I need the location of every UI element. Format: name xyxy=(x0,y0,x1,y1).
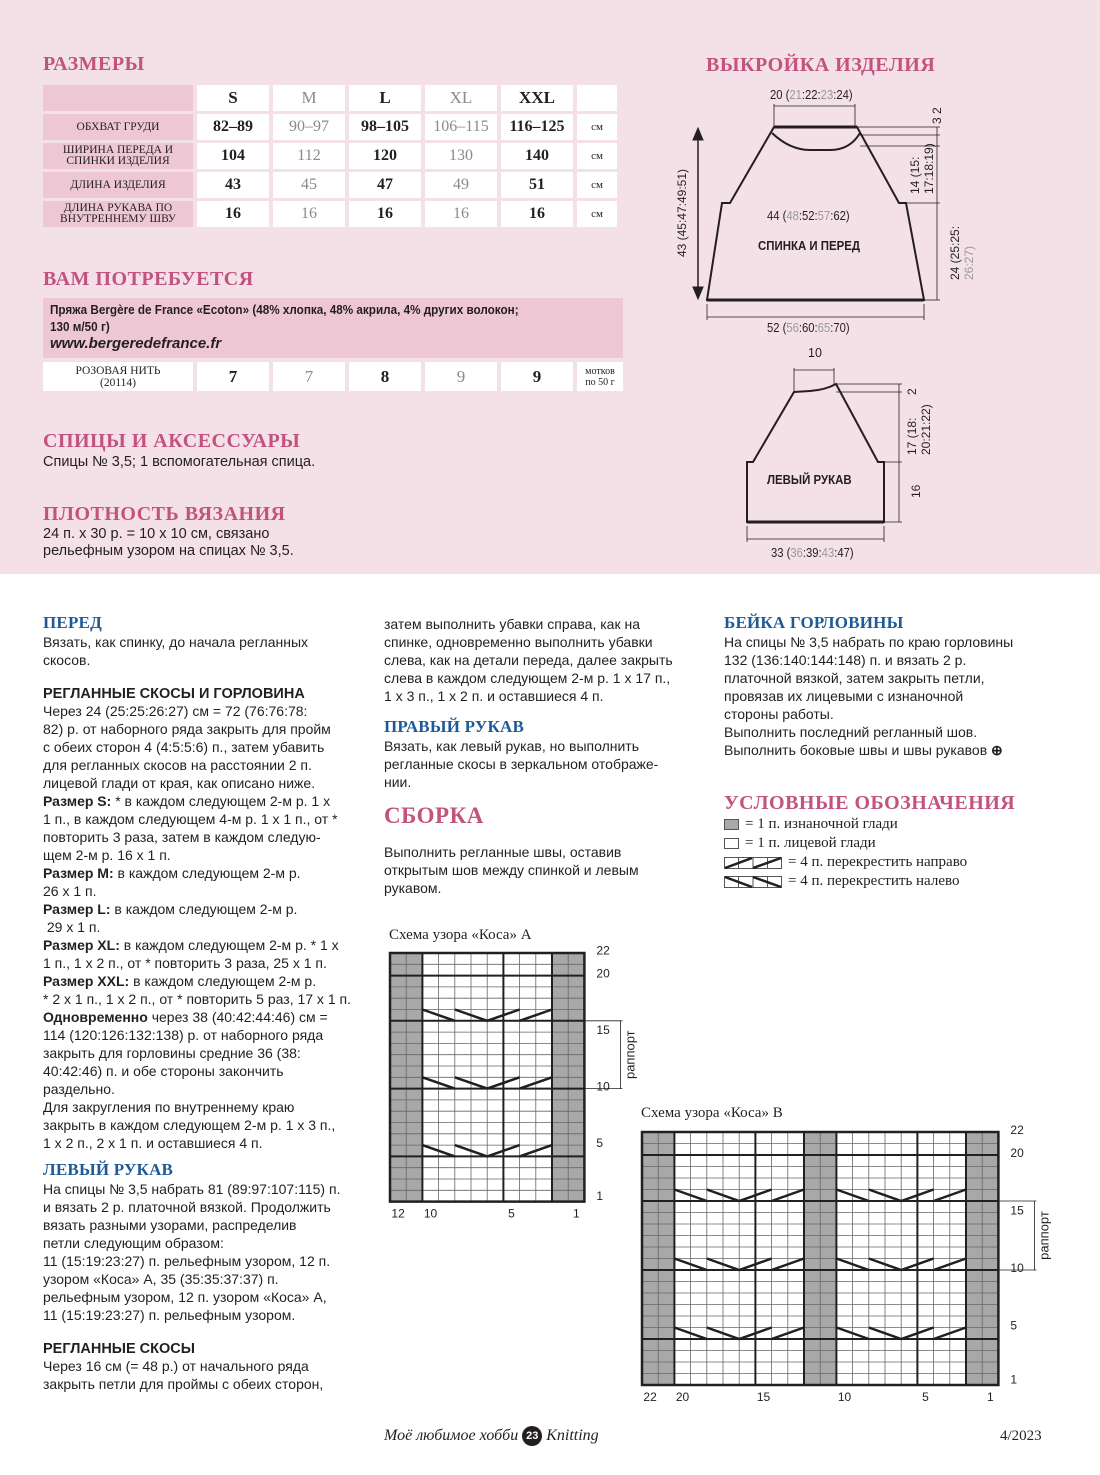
cell: 120 xyxy=(349,143,421,169)
text-line: * 2 х 1 п., 1 х 2 п., от * повторить 5 раз, 17 х 1 п. xyxy=(43,991,351,1007)
legend xyxy=(724,815,1084,891)
svg-text:15: 15 xyxy=(756,1390,771,1404)
text-line: 40:42:46) п. и обе стороны закончить xyxy=(43,1063,284,1079)
cell: 90–97 xyxy=(273,114,345,140)
unit: см xyxy=(577,114,617,140)
column-3 xyxy=(724,613,1084,891)
cell: 16 xyxy=(197,201,269,227)
cell: 130 xyxy=(425,143,497,169)
unit: см xyxy=(577,201,617,227)
svg-text:1: 1 xyxy=(596,1188,604,1203)
dim-part: 43 xyxy=(821,546,835,560)
dim-part: 52 ( xyxy=(767,321,787,335)
dim-part: 65 xyxy=(817,321,831,335)
dim-part: :22: xyxy=(801,88,821,102)
front-text: скосов. xyxy=(43,652,91,668)
sleeve-top-width: 10 xyxy=(808,346,822,360)
svg-text:раппорт: раппорт xyxy=(622,1030,638,1080)
dim-part: 36 xyxy=(790,546,803,560)
size-xxl-text xyxy=(43,972,373,990)
dim-part: 2 xyxy=(930,107,944,114)
cable-left-icon xyxy=(724,876,782,888)
cell: 112 xyxy=(273,143,345,169)
table-row xyxy=(43,143,617,169)
body-bottom-width xyxy=(767,321,850,335)
svg-text:12: 12 xyxy=(391,1206,405,1221)
dim-part: 14 (15: xyxy=(908,156,922,194)
legend-text: = 4 п. перекрестить направо xyxy=(788,854,968,870)
right-sleeve-title: ПРАВЫЙ РУКАВ xyxy=(384,717,524,736)
left-sleeve-title: ЛЕВЫЙ РУКАВ xyxy=(43,1160,174,1179)
raglan-text: лицевой глади от края, как описано ниже. xyxy=(43,775,316,791)
body-total-height: 43 (45:47:49:51) xyxy=(675,168,689,258)
text-line: петли следующим образом: xyxy=(43,1235,224,1251)
sleeve-label: ЛЕВЫЙ РУКАВ xyxy=(767,472,852,487)
color-code: (20114) xyxy=(100,376,136,389)
text-line: в каждом следующем 2-м р. xyxy=(113,865,301,881)
column-1 xyxy=(43,613,373,1393)
svg-text:5: 5 xyxy=(922,1390,929,1404)
body-label: СПИНКА И ПЕРЕД xyxy=(758,238,861,253)
dim-part: 20 ( xyxy=(770,88,790,102)
cell: 116–125 xyxy=(501,114,573,140)
chart-b-grid xyxy=(630,1124,1070,1414)
schematic-title: ВЫКРОЙКА ИЗДЕЛИЯ xyxy=(706,54,936,76)
text-line: На спицы № 3,5 набрать 81 (89:97:107:115) п. xyxy=(43,1181,341,1197)
size-header: M xyxy=(273,85,345,111)
dim-part: 3 xyxy=(930,117,944,124)
cell: 82–89 xyxy=(197,114,269,140)
text-line: 1 п., 1 х 2 п., от * повторить 3 раза, 25 х 1 п. xyxy=(43,955,327,971)
sleeve-lower-height: 16 xyxy=(909,484,923,498)
dim-part: 44 ( xyxy=(767,209,787,223)
dim-part: 24 (25:25: xyxy=(948,225,962,280)
yarn-info-box xyxy=(43,298,623,358)
column-2 xyxy=(384,615,714,897)
front-text: Вязать, как спинку, до начала регланных xyxy=(43,634,309,650)
row-label-line: ШИРИНА ПЕРЕДА И xyxy=(62,144,174,156)
cell: 106–115 xyxy=(425,114,497,140)
svg-text:5: 5 xyxy=(508,1206,515,1221)
text-line: * в каждом следующем 2-м р. 1 х xyxy=(111,793,331,809)
cell: 47 xyxy=(349,172,421,198)
front-title: ПЕРЕД xyxy=(43,613,102,632)
text-line: слева, как на детали переда, далее закрыть xyxy=(384,652,673,668)
legend-text: = 1 п. лицевой глади xyxy=(745,835,876,851)
text-line: 114 (120:126:132:138) р. от наборного ряда xyxy=(43,1027,324,1043)
sleeve-raglan-title: РЕГЛАННЫЕ СКОСЫ xyxy=(43,1341,195,1357)
cell: 16 xyxy=(349,201,421,227)
svg-text:10: 10 xyxy=(837,1390,852,1404)
text-line: Выполнить боковые швы и швы рукавов xyxy=(724,742,988,758)
sleeve-neck: 2 xyxy=(905,388,919,395)
size-header: S xyxy=(197,85,269,111)
cell: 98–105 xyxy=(349,114,421,140)
dim-part: 23 xyxy=(820,88,834,102)
svg-text:22: 22 xyxy=(643,1390,657,1404)
legend-item xyxy=(724,815,1084,834)
cell: 140 xyxy=(501,143,573,169)
footer-brand xyxy=(384,1426,599,1446)
quantity-unit xyxy=(577,362,623,391)
table-row xyxy=(43,172,617,198)
svg-text:22: 22 xyxy=(596,945,610,958)
chart-b-title: Схема узора «Коса» В xyxy=(641,1105,783,1121)
text-line: закрыть для горловины средние 36 (38: xyxy=(43,1045,301,1061)
text-line: рукавом. xyxy=(384,880,442,896)
dim-part: :24) xyxy=(833,88,853,102)
unit: см xyxy=(577,172,617,198)
gauge-text-2: рельефным узором на спицах № 3,5. xyxy=(43,543,294,559)
svg-text:5: 5 xyxy=(596,1135,604,1150)
text-line: закрыть петли для проймы с обеих сторон, xyxy=(43,1376,324,1392)
legend-item xyxy=(724,834,1084,853)
text-line: открытым шов между спинкой и левым xyxy=(384,862,639,878)
text-line: Для закругления по внутреннему краю xyxy=(43,1099,295,1115)
dim-part: 17 (18: xyxy=(905,417,919,455)
legend-item xyxy=(724,853,1084,872)
purl-stitch-icon xyxy=(724,819,739,830)
row-label xyxy=(43,201,193,227)
legend-text: = 4 п. перекрестить налево xyxy=(788,873,960,889)
text-line: в каждом следующем 2-м р. * 1 х xyxy=(119,937,339,953)
dim-part: :62) xyxy=(830,209,850,223)
size-label: Размер L: xyxy=(43,901,111,917)
yarn-description-cont: 130 м/50 г) xyxy=(50,319,110,334)
raglan-text: с обеих сторон 4 (4:5:5:6) п., затем убавить xyxy=(43,739,325,755)
text-line: щем 2-м р. 16 х 1 п. xyxy=(43,847,171,863)
size-xl-text xyxy=(43,936,373,954)
dim-part: :60: xyxy=(798,321,818,335)
text-line: На спицы № 3,5 набрать по краю горловины xyxy=(724,634,1014,650)
needles-text: Спицы № 3,5; 1 вспомогательная спица. xyxy=(43,454,316,470)
svg-text:20: 20 xyxy=(675,1390,690,1404)
dim-part: 21 xyxy=(789,88,802,102)
quantity-cell: 7 xyxy=(273,362,345,391)
section-name: Knitting xyxy=(546,1427,599,1444)
cell: 43 xyxy=(197,172,269,198)
raglan-text: для регланных скосов на расстоянии 2 п. xyxy=(43,757,312,773)
row-label: ДЛИНА ИЗДЕЛИЯ xyxy=(43,172,193,198)
cell: 16 xyxy=(425,201,497,227)
sizes-table xyxy=(39,82,621,230)
size-header: L xyxy=(349,85,421,111)
svg-text:раппорт: раппорт xyxy=(1036,1211,1052,1260)
dim-part: :52: xyxy=(798,209,818,223)
unit: см xyxy=(577,143,617,169)
dim-part: 57 xyxy=(817,209,831,223)
raglan-text: Через 24 (25:25:26:27) см = 72 (76:76:78: xyxy=(43,703,308,719)
assembly-title: СБОРКА xyxy=(384,803,484,828)
text-line: затем выполнить убавки справа, как на xyxy=(384,616,640,632)
end-mark-icon: ⊕ xyxy=(991,742,1003,758)
text-line: Выполнить последний регланный шов. xyxy=(724,724,978,740)
svg-text:10: 10 xyxy=(596,1079,610,1094)
quantity-cell: 9 xyxy=(501,362,573,391)
text-line: регланные скосы в зеркальном отображе- xyxy=(384,756,659,772)
issue-number: 4/2023 xyxy=(1000,1428,1042,1444)
text-line: 29 х 1 п. xyxy=(43,919,101,935)
size-header: XXL xyxy=(501,85,573,111)
color-name: РОЗОВАЯ НИТЬ xyxy=(75,364,161,377)
page-number-badge: 23 xyxy=(522,1426,542,1446)
dim-part: :70) xyxy=(830,321,850,335)
dim-part: 33 ( xyxy=(771,546,791,560)
size-label: Размер XL: xyxy=(43,937,120,953)
row-label-line: ВНУТРЕННЕМУ ШВУ xyxy=(60,213,176,225)
legend-title: УСЛОВНЫЕ ОБОЗНАЧЕНИЯ xyxy=(724,792,1016,814)
sizes-title: РАЗМЕРЫ xyxy=(43,53,145,75)
cell: 49 xyxy=(425,172,497,198)
size-label: Размер S: xyxy=(43,793,112,809)
text-line: узором «Коса» А, 35 (35:35:37:37) п. xyxy=(43,1271,279,1287)
text-line: 26 х 1 п. xyxy=(43,883,97,899)
text-line: 11 (15:19:23:27) п. рельефным узором, 12 п. xyxy=(43,1253,331,1269)
dim-part: 56 xyxy=(786,321,799,335)
svg-text:1: 1 xyxy=(986,1390,994,1404)
text-line: вязать разными узорами, распределив xyxy=(43,1217,297,1233)
body-top-width xyxy=(770,88,853,102)
simultaneously-text xyxy=(43,1008,373,1026)
quantity-cell: 7 xyxy=(197,362,269,391)
yarn-quantity-row xyxy=(43,362,623,391)
dim-part: :39: xyxy=(802,546,822,560)
text-line: провязав их лицевыми с изнаночной xyxy=(724,688,964,704)
dim-part: 26:27) xyxy=(962,245,976,280)
text-line: Вязать, как левый рукав, но выполнить xyxy=(384,738,640,754)
svg-text:20: 20 xyxy=(1010,1145,1024,1160)
text-line: через 38 (40:42:44:46) см = xyxy=(147,1009,328,1025)
materials-title: ВАМ ПОТРЕБУЕТСЯ xyxy=(43,268,254,290)
dim-part: 20:21:22) xyxy=(919,404,933,455)
size-header: XL xyxy=(425,85,497,111)
text-line: 1 х 2 п., 2 х 1 п. и оставшиеся 4 п. xyxy=(43,1135,263,1151)
yarn-color-label xyxy=(43,362,193,391)
text-line: Выполнить регланные швы, оставив xyxy=(384,844,622,860)
unit-line: мотков xyxy=(585,365,615,377)
text-line: 1 п., в каждом следующем 4-м р. 1 х 1 п., от * xyxy=(43,811,338,827)
dim-part: :47) xyxy=(834,546,854,560)
dim-part: 17:18:19) xyxy=(922,143,936,194)
body-mid-width xyxy=(767,209,850,223)
table-row xyxy=(43,114,617,140)
cell: 16 xyxy=(273,201,345,227)
raglan-text: 82) р. от наборного ряда закрыть для пройм xyxy=(43,721,331,737)
quantity-cell: 8 xyxy=(349,362,421,391)
legend-text: = 1 п. изнаночной глади xyxy=(745,816,898,832)
svg-text:10: 10 xyxy=(423,1206,438,1221)
cell: 51 xyxy=(501,172,573,198)
svg-text:1: 1 xyxy=(572,1206,580,1221)
svg-text:20: 20 xyxy=(596,966,610,981)
magazine-name: Моё любимое хобби xyxy=(384,1427,519,1444)
size-label: Размер XXL: xyxy=(43,973,130,989)
text-line: 11 (15:19:23:27) п. рельефным узором. xyxy=(43,1307,296,1323)
text-line: и вязать 2 р. платочной вязкой. Продолжить xyxy=(43,1199,331,1215)
emphasis-label: Одновременно xyxy=(43,1009,148,1025)
body-raglan-height xyxy=(908,114,936,194)
svg-text:5: 5 xyxy=(1010,1318,1018,1333)
size-label: Размер M: xyxy=(43,865,114,881)
text-line: 132 (136:140:144:148) п. и вязать 2 р. xyxy=(724,652,967,668)
cell: 16 xyxy=(501,201,573,227)
svg-text:1: 1 xyxy=(1010,1372,1018,1387)
text-line: платочной вязкой, затем закрыть петли, xyxy=(724,670,985,686)
cell: 104 xyxy=(197,143,269,169)
cable-right-icon xyxy=(724,857,782,869)
text-line: рельефным узором, 12 п. узором «Коса» А, xyxy=(43,1289,327,1305)
text-line: в каждом следующем 2-м р. xyxy=(129,973,317,989)
svg-text:10: 10 xyxy=(1010,1260,1024,1275)
legend-item xyxy=(724,872,1084,891)
knit-stitch-icon xyxy=(724,838,739,849)
text-line: стороны работы. xyxy=(724,706,834,722)
body-lower-height xyxy=(948,200,976,280)
text-line: Через 16 см (= 48 р.) от начального ряда xyxy=(43,1358,309,1374)
text-line xyxy=(724,741,1084,759)
size-m-text xyxy=(43,864,373,882)
row-label xyxy=(43,143,193,169)
gauge-text-1: 24 п. х 30 р. = 10 х 10 см, связано xyxy=(43,526,270,542)
row-label: ОБХВАТ ГРУДИ xyxy=(43,114,193,140)
svg-text:15: 15 xyxy=(1010,1203,1024,1218)
text-line: нии. xyxy=(384,774,412,790)
sleeve-raglan-height xyxy=(905,375,933,455)
table-row xyxy=(43,201,617,227)
yarn-url-link[interactable]: www.bergeredefrance.fr xyxy=(50,335,222,352)
text-line: раздельно. xyxy=(43,1081,115,1097)
text-line: слева в каждом следующем 2-м р. 1 х 17 п., xyxy=(384,670,671,686)
needles-title: СПИЦЫ И АКСЕССУАРЫ xyxy=(43,430,301,452)
text-line: в каждом следующем 2-м р. xyxy=(110,901,298,917)
text-line: спинке, одновременно выполнить убавки xyxy=(384,634,653,650)
unit-line: по 50 г xyxy=(585,376,615,388)
chart-a-title: Схема узора «Коса» А xyxy=(389,927,532,943)
neckband-title: БЕЙКА ГОРЛОВИНЫ xyxy=(724,613,904,632)
yarn-description: Пряжа Bergère de France «Ecoton» (48% хлопка, 48% акрила, 4% других волокон; xyxy=(50,302,519,317)
size-l-text xyxy=(43,900,373,918)
row-label-line: ДЛИНА РУКАВА ПО xyxy=(63,202,173,214)
svg-text:15: 15 xyxy=(596,1022,610,1037)
gauge-title: ПЛОТНОСТЬ ВЯЗАНИЯ xyxy=(43,503,286,525)
text-line: 1 х 3 п., 1 х 2 п. и оставшиеся 4 п. xyxy=(384,688,604,704)
raglan-neck-title: РЕГЛАННЫЕ СКОСЫ И ГОРЛОВИНА xyxy=(43,686,305,702)
text-line: повторить 3 раза, затем в каждом следую- xyxy=(43,829,321,845)
text-line: закрыть в каждом следующем 2-м р. 1 х 3 п., xyxy=(43,1117,336,1133)
svg-text:22: 22 xyxy=(1010,1124,1024,1137)
size-s-text xyxy=(43,792,373,810)
cell: 45 xyxy=(273,172,345,198)
row-label-line: СПИНКИ ИЗДЕЛИЯ xyxy=(66,155,170,167)
quantity-cell: 9 xyxy=(425,362,497,391)
dim-part: 48 xyxy=(786,209,799,223)
table-row xyxy=(43,85,617,111)
chart-a-grid xyxy=(380,945,650,1235)
sleeve-bottom-width xyxy=(771,546,854,560)
